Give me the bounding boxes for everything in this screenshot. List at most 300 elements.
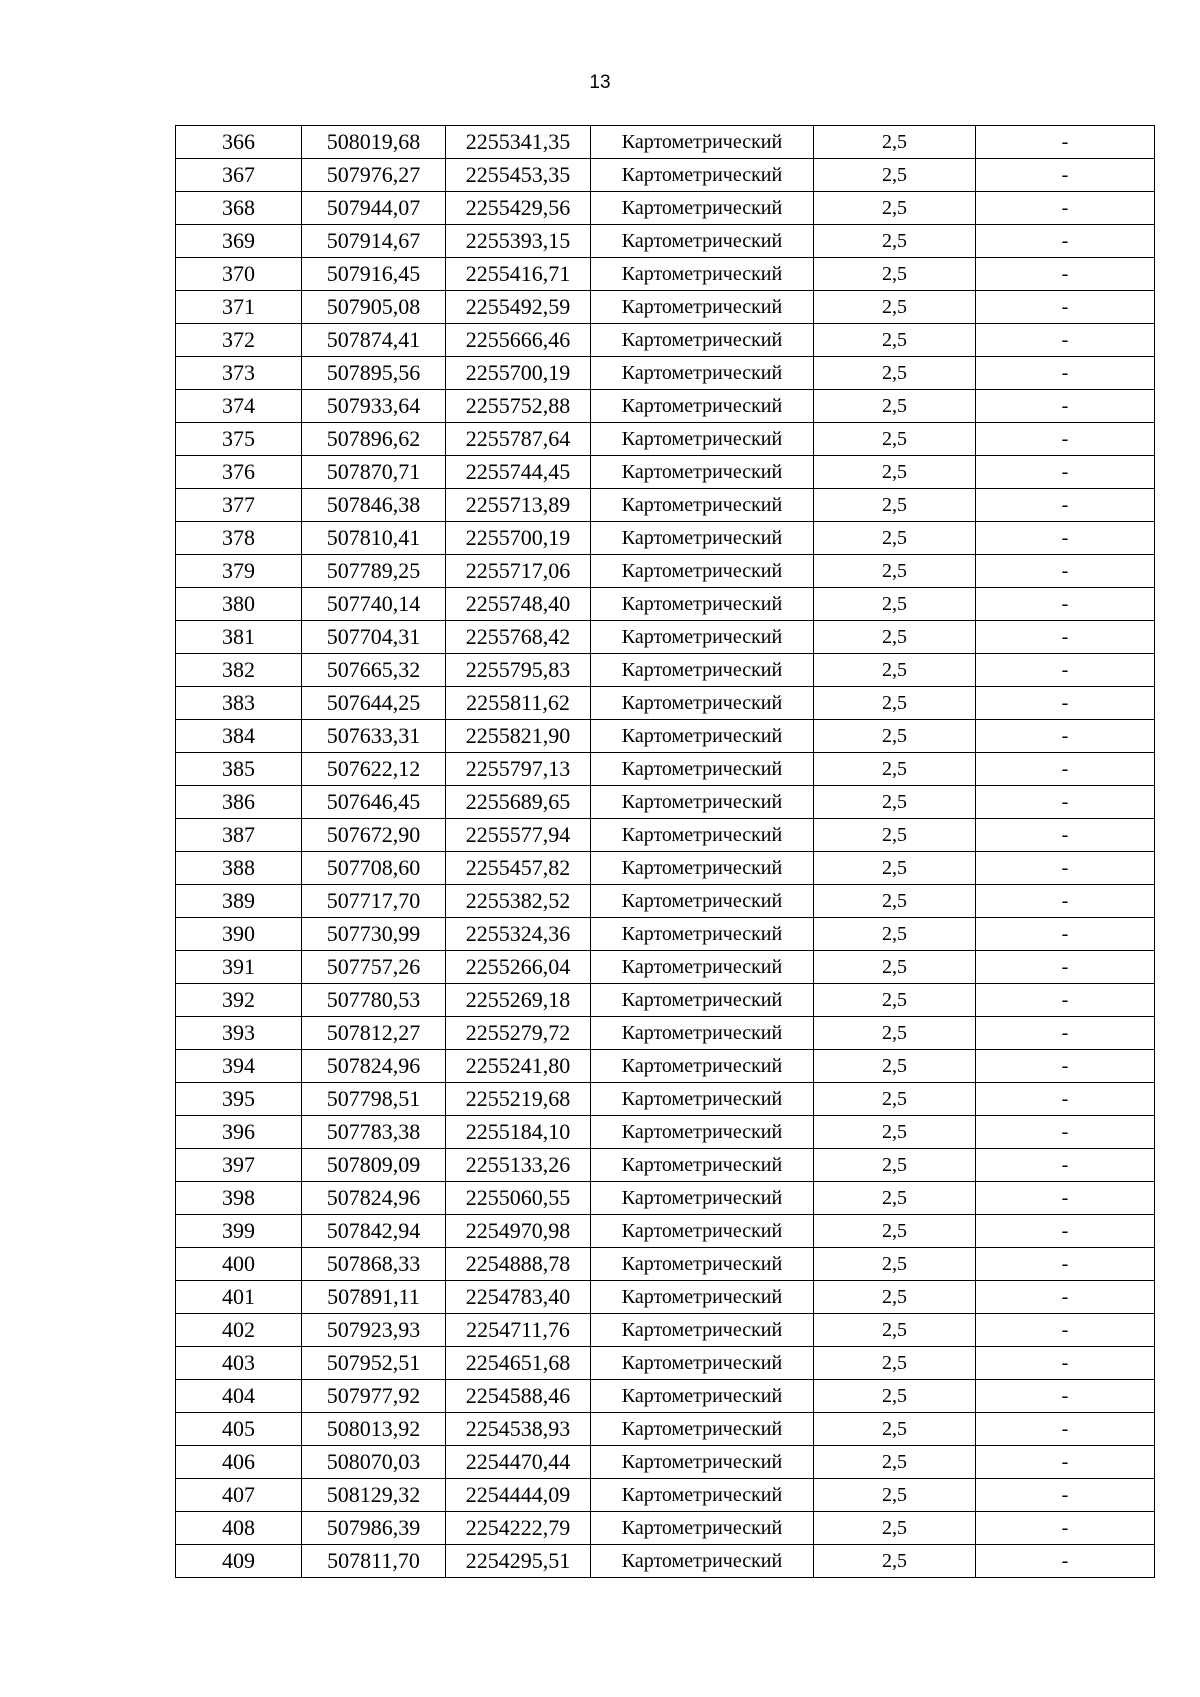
description-cell: - [976, 1479, 1155, 1512]
table-row [176, 291, 1155, 324]
accuracy-cell: 2,5 [814, 1380, 976, 1413]
table-row [176, 951, 1155, 984]
x-coordinate-cell: 507842,94 [302, 1215, 446, 1248]
accuracy-cell: 2,5 [814, 984, 976, 1017]
accuracy-cell: 2,5 [814, 1446, 976, 1479]
x-coordinate-cell: 507891,11 [302, 1281, 446, 1314]
description-cell: - [976, 1182, 1155, 1215]
x-coordinate-cell: 507633,31 [302, 720, 446, 753]
x-coordinate-cell: 507824,96 [302, 1050, 446, 1083]
description-cell: - [976, 819, 1155, 852]
accuracy-cell: 2,5 [814, 1017, 976, 1050]
y-coordinate-cell: 2255795,83 [446, 654, 591, 687]
method-cell: Картометрический [591, 258, 814, 291]
method-cell: Картометрический [591, 654, 814, 687]
point-number-cell: 404 [176, 1380, 302, 1413]
method-cell: Картометрический [591, 291, 814, 324]
table-row [176, 1314, 1155, 1347]
y-coordinate-cell: 2254295,51 [446, 1545, 591, 1578]
description-cell: - [976, 357, 1155, 390]
accuracy-cell: 2,5 [814, 522, 976, 555]
x-coordinate-cell: 507846,38 [302, 489, 446, 522]
table-row [176, 324, 1155, 357]
description-cell: - [976, 984, 1155, 1017]
method-cell: Картометрический [591, 555, 814, 588]
description-cell: - [976, 225, 1155, 258]
accuracy-cell: 2,5 [814, 951, 976, 984]
coordinates-table [175, 125, 1155, 1578]
x-coordinate-cell: 507810,41 [302, 522, 446, 555]
point-number-cell: 393 [176, 1017, 302, 1050]
x-coordinate-cell: 507622,12 [302, 753, 446, 786]
y-coordinate-cell: 2255492,59 [446, 291, 591, 324]
accuracy-cell: 2,5 [814, 852, 976, 885]
description-cell: - [976, 885, 1155, 918]
y-coordinate-cell: 2254970,98 [446, 1215, 591, 1248]
description-cell: - [976, 1248, 1155, 1281]
x-coordinate-cell: 507789,25 [302, 555, 446, 588]
table-row [176, 555, 1155, 588]
y-coordinate-cell: 2254588,46 [446, 1380, 591, 1413]
x-coordinate-cell: 507870,71 [302, 456, 446, 489]
x-coordinate-cell: 507809,09 [302, 1149, 446, 1182]
table-row [176, 984, 1155, 1017]
accuracy-cell: 2,5 [814, 786, 976, 819]
x-coordinate-cell: 507672,90 [302, 819, 446, 852]
description-cell: - [976, 159, 1155, 192]
table-row [176, 357, 1155, 390]
y-coordinate-cell: 2255797,13 [446, 753, 591, 786]
y-coordinate-cell: 2254888,78 [446, 1248, 591, 1281]
point-number-cell: 408 [176, 1512, 302, 1545]
method-cell: Картометрический [591, 1050, 814, 1083]
table-row [176, 720, 1155, 753]
accuracy-cell: 2,5 [814, 489, 976, 522]
x-coordinate-cell: 507986,39 [302, 1512, 446, 1545]
point-number-cell: 397 [176, 1149, 302, 1182]
point-number-cell: 374 [176, 390, 302, 423]
y-coordinate-cell: 2255324,36 [446, 918, 591, 951]
description-cell: - [976, 588, 1155, 621]
y-coordinate-cell: 2254651,68 [446, 1347, 591, 1380]
method-cell: Картометрический [591, 1446, 814, 1479]
table-row [176, 258, 1155, 291]
accuracy-cell: 2,5 [814, 291, 976, 324]
method-cell: Картометрический [591, 951, 814, 984]
description-cell: - [976, 786, 1155, 819]
point-number-cell: 403 [176, 1347, 302, 1380]
table-row [176, 1017, 1155, 1050]
y-coordinate-cell: 2255453,35 [446, 159, 591, 192]
point-number-cell: 377 [176, 489, 302, 522]
point-number-cell: 399 [176, 1215, 302, 1248]
table-row [176, 687, 1155, 720]
description-cell: - [976, 324, 1155, 357]
method-cell: Картометрический [591, 159, 814, 192]
y-coordinate-cell: 2254444,09 [446, 1479, 591, 1512]
table-row [176, 1050, 1155, 1083]
y-coordinate-cell: 2254470,44 [446, 1446, 591, 1479]
accuracy-cell: 2,5 [814, 1281, 976, 1314]
x-coordinate-cell: 507780,53 [302, 984, 446, 1017]
accuracy-cell: 2,5 [814, 588, 976, 621]
accuracy-cell: 2,5 [814, 1182, 976, 1215]
x-coordinate-cell: 507874,41 [302, 324, 446, 357]
table-row [176, 786, 1155, 819]
x-coordinate-cell: 507977,92 [302, 1380, 446, 1413]
accuracy-cell: 2,5 [814, 324, 976, 357]
point-number-cell: 368 [176, 192, 302, 225]
y-coordinate-cell: 2255279,72 [446, 1017, 591, 1050]
table-row [176, 456, 1155, 489]
point-number-cell: 372 [176, 324, 302, 357]
method-cell: Картометрический [591, 1380, 814, 1413]
accuracy-cell: 2,5 [814, 1248, 976, 1281]
point-number-cell: 379 [176, 555, 302, 588]
method-cell: Картометрический [591, 489, 814, 522]
description-cell: - [976, 258, 1155, 291]
x-coordinate-cell: 507933,64 [302, 390, 446, 423]
page-number: 13 [589, 72, 611, 93]
method-cell: Картометрический [591, 1083, 814, 1116]
accuracy-cell: 2,5 [814, 885, 976, 918]
y-coordinate-cell: 2255717,06 [446, 555, 591, 588]
y-coordinate-cell: 2254783,40 [446, 1281, 591, 1314]
x-coordinate-cell: 507704,31 [302, 621, 446, 654]
point-number-cell: 401 [176, 1281, 302, 1314]
method-cell: Картометрический [591, 1017, 814, 1050]
x-coordinate-cell: 507868,33 [302, 1248, 446, 1281]
y-coordinate-cell: 2255666,46 [446, 324, 591, 357]
x-coordinate-cell: 507896,62 [302, 423, 446, 456]
method-cell: Картометрический [591, 126, 814, 159]
y-coordinate-cell: 2255382,52 [446, 885, 591, 918]
y-coordinate-cell: 2255713,89 [446, 489, 591, 522]
point-number-cell: 395 [176, 1083, 302, 1116]
table-row [176, 522, 1155, 555]
y-coordinate-cell: 2255184,10 [446, 1116, 591, 1149]
x-coordinate-cell: 507952,51 [302, 1347, 446, 1380]
accuracy-cell: 2,5 [814, 1149, 976, 1182]
method-cell: Картометрический [591, 1545, 814, 1578]
table-row [176, 1512, 1155, 1545]
y-coordinate-cell: 2255416,71 [446, 258, 591, 291]
description-cell: - [976, 1347, 1155, 1380]
accuracy-cell: 2,5 [814, 1413, 976, 1446]
point-number-cell: 390 [176, 918, 302, 951]
accuracy-cell: 2,5 [814, 753, 976, 786]
table-row [176, 654, 1155, 687]
accuracy-cell: 2,5 [814, 1083, 976, 1116]
accuracy-cell: 2,5 [814, 258, 976, 291]
x-coordinate-cell: 507740,14 [302, 588, 446, 621]
point-number-cell: 385 [176, 753, 302, 786]
table-row [176, 192, 1155, 225]
table-row [176, 225, 1155, 258]
table-row [176, 1281, 1155, 1314]
accuracy-cell: 2,5 [814, 1314, 976, 1347]
description-cell: - [976, 1215, 1155, 1248]
accuracy-cell: 2,5 [814, 555, 976, 588]
x-coordinate-cell: 507895,56 [302, 357, 446, 390]
table-row [176, 819, 1155, 852]
description-cell: - [976, 753, 1155, 786]
point-number-cell: 389 [176, 885, 302, 918]
x-coordinate-cell: 508013,92 [302, 1413, 446, 1446]
table-row [176, 489, 1155, 522]
point-number-cell: 367 [176, 159, 302, 192]
description-cell: - [976, 423, 1155, 456]
point-number-cell: 394 [176, 1050, 302, 1083]
point-number-cell: 407 [176, 1479, 302, 1512]
method-cell: Картометрический [591, 720, 814, 753]
description-cell: - [976, 1446, 1155, 1479]
x-coordinate-cell: 507944,07 [302, 192, 446, 225]
x-coordinate-cell: 508019,68 [302, 126, 446, 159]
y-coordinate-cell: 2255577,94 [446, 819, 591, 852]
y-coordinate-cell: 2255689,65 [446, 786, 591, 819]
table-body [176, 126, 1155, 1578]
accuracy-cell: 2,5 [814, 1215, 976, 1248]
point-number-cell: 380 [176, 588, 302, 621]
description-cell: - [976, 918, 1155, 951]
x-coordinate-cell: 508070,03 [302, 1446, 446, 1479]
accuracy-cell: 2,5 [814, 390, 976, 423]
table-row [176, 1413, 1155, 1446]
point-number-cell: 371 [176, 291, 302, 324]
table-row [176, 1215, 1155, 1248]
method-cell: Картометрический [591, 357, 814, 390]
description-cell: - [976, 621, 1155, 654]
y-coordinate-cell: 2255060,55 [446, 1182, 591, 1215]
accuracy-cell: 2,5 [814, 918, 976, 951]
y-coordinate-cell: 2255269,18 [446, 984, 591, 1017]
point-number-cell: 400 [176, 1248, 302, 1281]
table-row [176, 1182, 1155, 1215]
x-coordinate-cell: 507812,27 [302, 1017, 446, 1050]
method-cell: Картометрический [591, 1281, 814, 1314]
description-cell: - [976, 192, 1155, 225]
accuracy-cell: 2,5 [814, 225, 976, 258]
table-row [176, 1380, 1155, 1413]
y-coordinate-cell: 2255341,35 [446, 126, 591, 159]
method-cell: Картометрический [591, 1116, 814, 1149]
accuracy-cell: 2,5 [814, 720, 976, 753]
table-row [176, 852, 1155, 885]
description-cell: - [976, 390, 1155, 423]
point-number-cell: 398 [176, 1182, 302, 1215]
method-cell: Картометрический [591, 1149, 814, 1182]
description-cell: - [976, 852, 1155, 885]
method-cell: Картометрический [591, 1248, 814, 1281]
y-coordinate-cell: 2255748,40 [446, 588, 591, 621]
table-row [176, 918, 1155, 951]
y-coordinate-cell: 2255744,45 [446, 456, 591, 489]
accuracy-cell: 2,5 [814, 1479, 976, 1512]
table-row [176, 1545, 1155, 1578]
x-coordinate-cell: 507976,27 [302, 159, 446, 192]
point-number-cell: 402 [176, 1314, 302, 1347]
x-coordinate-cell: 507824,96 [302, 1182, 446, 1215]
x-coordinate-cell: 507916,45 [302, 258, 446, 291]
description-cell: - [976, 291, 1155, 324]
description-cell: - [976, 687, 1155, 720]
x-coordinate-cell: 507811,70 [302, 1545, 446, 1578]
table-row [176, 1083, 1155, 1116]
y-coordinate-cell: 2254538,93 [446, 1413, 591, 1446]
description-cell: - [976, 489, 1155, 522]
method-cell: Картометрический [591, 225, 814, 258]
point-number-cell: 369 [176, 225, 302, 258]
table-row [176, 1347, 1155, 1380]
description-cell: - [976, 1083, 1155, 1116]
table-row [176, 126, 1155, 159]
table-row [176, 621, 1155, 654]
table-row [176, 1248, 1155, 1281]
point-number-cell: 409 [176, 1545, 302, 1578]
description-cell: - [976, 1545, 1155, 1578]
y-coordinate-cell: 2254711,76 [446, 1314, 591, 1347]
y-coordinate-cell: 2254222,79 [446, 1512, 591, 1545]
method-cell: Картометрический [591, 984, 814, 1017]
y-coordinate-cell: 2255787,64 [446, 423, 591, 456]
method-cell: Картометрический [591, 192, 814, 225]
accuracy-cell: 2,5 [814, 819, 976, 852]
method-cell: Картометрический [591, 456, 814, 489]
description-cell: - [976, 720, 1155, 753]
method-cell: Картометрический [591, 1512, 814, 1545]
point-number-cell: 384 [176, 720, 302, 753]
y-coordinate-cell: 2255700,19 [446, 357, 591, 390]
table-row [176, 1116, 1155, 1149]
y-coordinate-cell: 2255429,56 [446, 192, 591, 225]
point-number-cell: 388 [176, 852, 302, 885]
description-cell: - [976, 1149, 1155, 1182]
y-coordinate-cell: 2255393,15 [446, 225, 591, 258]
y-coordinate-cell: 2255768,42 [446, 621, 591, 654]
description-cell: - [976, 522, 1155, 555]
method-cell: Картометрический [591, 687, 814, 720]
x-coordinate-cell: 507717,70 [302, 885, 446, 918]
description-cell: - [976, 126, 1155, 159]
description-cell: - [976, 1380, 1155, 1413]
table-row [176, 885, 1155, 918]
y-coordinate-cell: 2255457,82 [446, 852, 591, 885]
x-coordinate-cell: 507798,51 [302, 1083, 446, 1116]
y-coordinate-cell: 2255821,90 [446, 720, 591, 753]
table-row [176, 1446, 1155, 1479]
x-coordinate-cell: 507914,67 [302, 225, 446, 258]
accuracy-cell: 2,5 [814, 126, 976, 159]
method-cell: Картометрический [591, 1413, 814, 1446]
method-cell: Картометрический [591, 1182, 814, 1215]
table-row [176, 588, 1155, 621]
point-number-cell: 387 [176, 819, 302, 852]
point-number-cell: 405 [176, 1413, 302, 1446]
y-coordinate-cell: 2255133,26 [446, 1149, 591, 1182]
accuracy-cell: 2,5 [814, 1347, 976, 1380]
accuracy-cell: 2,5 [814, 1116, 976, 1149]
method-cell: Картометрический [591, 918, 814, 951]
x-coordinate-cell: 507730,99 [302, 918, 446, 951]
y-coordinate-cell: 2255241,80 [446, 1050, 591, 1083]
table-row [176, 753, 1155, 786]
description-cell: - [976, 1017, 1155, 1050]
y-coordinate-cell: 2255752,88 [446, 390, 591, 423]
method-cell: Картометрический [591, 1347, 814, 1380]
description-cell: - [976, 951, 1155, 984]
y-coordinate-cell: 2255266,04 [446, 951, 591, 984]
accuracy-cell: 2,5 [814, 1050, 976, 1083]
method-cell: Картометрический [591, 885, 814, 918]
method-cell: Картометрический [591, 819, 814, 852]
method-cell: Картометрический [591, 423, 814, 456]
x-coordinate-cell: 507783,38 [302, 1116, 446, 1149]
point-number-cell: 366 [176, 126, 302, 159]
accuracy-cell: 2,5 [814, 1545, 976, 1578]
method-cell: Картометрический [591, 522, 814, 555]
x-coordinate-cell: 507665,32 [302, 654, 446, 687]
description-cell: - [976, 456, 1155, 489]
x-coordinate-cell: 507646,45 [302, 786, 446, 819]
description-cell: - [976, 654, 1155, 687]
description-cell: - [976, 1281, 1155, 1314]
point-number-cell: 375 [176, 423, 302, 456]
x-coordinate-cell: 507644,25 [302, 687, 446, 720]
point-number-cell: 373 [176, 357, 302, 390]
description-cell: - [976, 1314, 1155, 1347]
x-coordinate-cell: 507708,60 [302, 852, 446, 885]
point-number-cell: 392 [176, 984, 302, 1017]
point-number-cell: 406 [176, 1446, 302, 1479]
method-cell: Картометрический [591, 390, 814, 423]
point-number-cell: 382 [176, 654, 302, 687]
x-coordinate-cell: 508129,32 [302, 1479, 446, 1512]
point-number-cell: 378 [176, 522, 302, 555]
accuracy-cell: 2,5 [814, 357, 976, 390]
y-coordinate-cell: 2255219,68 [446, 1083, 591, 1116]
x-coordinate-cell: 507757,26 [302, 951, 446, 984]
method-cell: Картометрический [591, 621, 814, 654]
method-cell: Картометрический [591, 1479, 814, 1512]
point-number-cell: 386 [176, 786, 302, 819]
description-cell: - [976, 555, 1155, 588]
table-row [176, 423, 1155, 456]
accuracy-cell: 2,5 [814, 159, 976, 192]
description-cell: - [976, 1413, 1155, 1446]
point-number-cell: 383 [176, 687, 302, 720]
description-cell: - [976, 1512, 1155, 1545]
description-cell: - [976, 1050, 1155, 1083]
point-number-cell: 376 [176, 456, 302, 489]
y-coordinate-cell: 2255700,19 [446, 522, 591, 555]
method-cell: Картометрический [591, 588, 814, 621]
point-number-cell: 391 [176, 951, 302, 984]
accuracy-cell: 2,5 [814, 456, 976, 489]
point-number-cell: 381 [176, 621, 302, 654]
accuracy-cell: 2,5 [814, 423, 976, 456]
method-cell: Картометрический [591, 852, 814, 885]
method-cell: Картометрический [591, 753, 814, 786]
y-coordinate-cell: 2255811,62 [446, 687, 591, 720]
method-cell: Картометрический [591, 324, 814, 357]
accuracy-cell: 2,5 [814, 687, 976, 720]
description-cell: - [976, 1116, 1155, 1149]
table-row [176, 390, 1155, 423]
accuracy-cell: 2,5 [814, 1512, 976, 1545]
accuracy-cell: 2,5 [814, 192, 976, 225]
method-cell: Картометрический [591, 786, 814, 819]
